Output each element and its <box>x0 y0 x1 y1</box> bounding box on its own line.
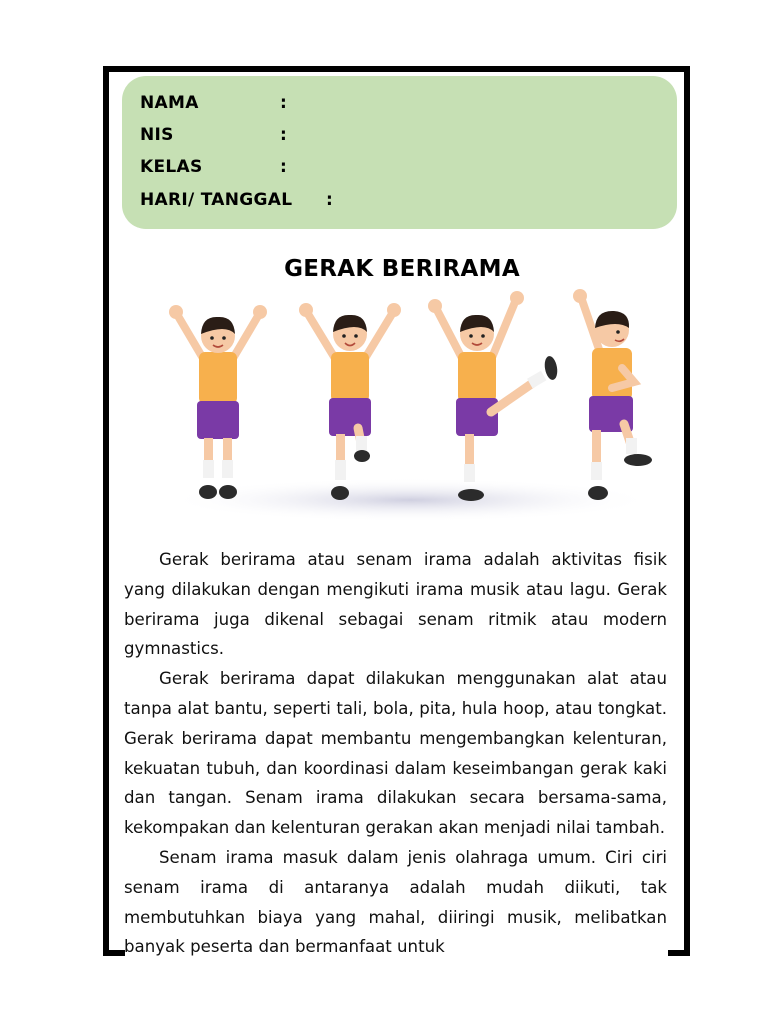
identity-label: KELAS <box>140 157 203 177</box>
identity-row-hari-tanggal <box>140 190 334 210</box>
paragraph-3: Senam irama masuk dalam jenis olahraga umum. Ciri ciri senam irama di antaranya adalah mudah diikuti, tak membutuhkan biaya yang mahal, diiringi musik, melibatkan banyak peserta dan bermanfaat untuk <box>124 847 667 957</box>
identity-colon: : <box>280 157 288 177</box>
identity-colon: : <box>280 125 288 145</box>
page-title: GERAK BERIRAMA <box>284 256 520 282</box>
child-figure-2 <box>299 303 401 500</box>
paragraph-1: Gerak berirama atau senam irama adalah aktivitas fisik yang dilakukan dengan mengikuti irama musik atau lagu. Gerak berirama juga dikenal sebagai senam ritmik atau modern gymnastics. <box>124 550 667 659</box>
body-text <box>124 545 667 962</box>
child-figure-3 <box>428 291 559 501</box>
identity-label: NIS <box>140 125 174 145</box>
paragraph-2: Gerak berirama dapat dilakukan menggunakan alat atau tanpa alat bantu, seperti tali, bola, pita, hula hoop, atau tongkat. Gerak berirama dapat membantu mengembangkan kelenturan, kekuatan tubuh, dan koordinasi dalam keseimbangan gerak kaki dan tangan. Senam irama dilakukan secara bersama-sama, kekompakan dan kelenturan gerakan akan menjadi nilai tambah. <box>124 669 667 838</box>
rhythmic-gymnastics-illustration <box>155 288 665 528</box>
child-figure-1 <box>169 305 267 499</box>
child-figure-4 <box>573 289 652 500</box>
ground-shadow <box>165 478 655 522</box>
page-border-corner-right <box>668 950 690 956</box>
student-identity-box <box>122 76 677 229</box>
identity-label: HARI/ TANGGAL <box>140 190 293 210</box>
identity-row-nis <box>140 125 288 145</box>
identity-row-kelas <box>140 157 288 177</box>
identity-colon: : <box>326 190 334 210</box>
identity-label: NAMA <box>140 93 199 113</box>
identity-row-nama <box>140 93 288 113</box>
page-border-corner-left <box>103 950 125 956</box>
identity-colon: : <box>280 93 288 113</box>
